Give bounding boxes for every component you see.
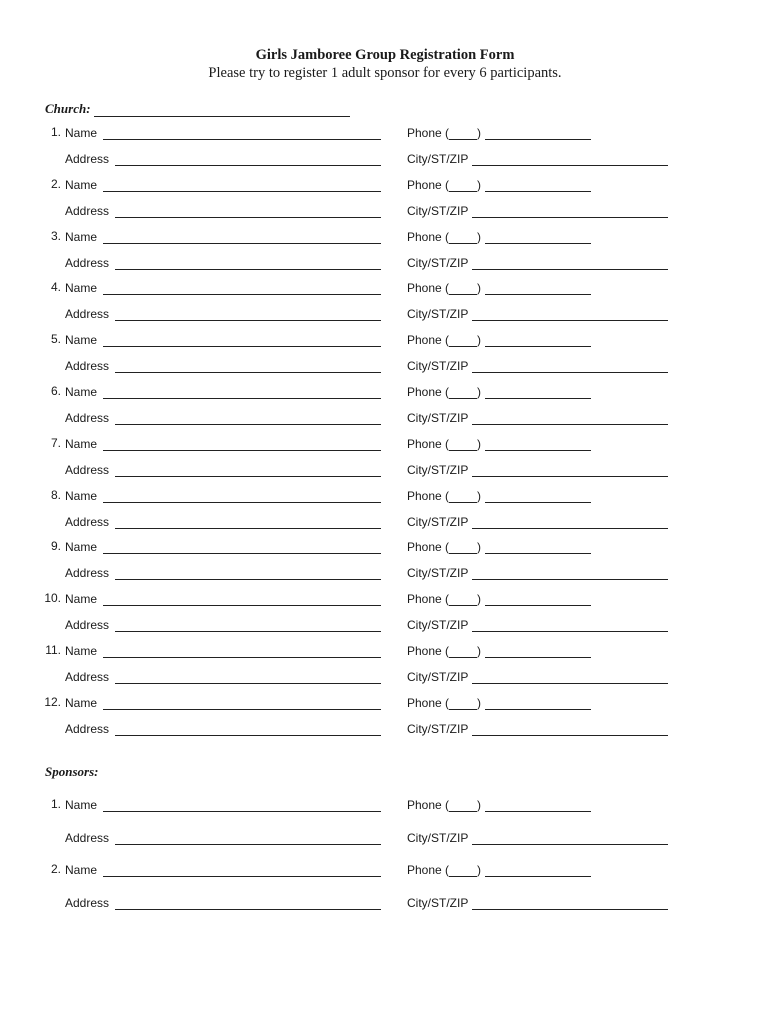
address-label: Address: [65, 203, 110, 218]
phone-paren-close: ): [477, 177, 482, 192]
city-blank[interactable]: [472, 309, 668, 321]
address-blank[interactable]: [115, 361, 381, 373]
name-blank[interactable]: [103, 180, 381, 192]
sponsor-name-row: [0, 862, 770, 878]
address-blank[interactable]: [115, 620, 381, 632]
address-blank[interactable]: [115, 258, 381, 270]
address-blank[interactable]: [115, 413, 381, 425]
participant-phone-field[interactable]: [407, 695, 591, 710]
address-blank[interactable]: [115, 309, 381, 321]
participant-name-field[interactable]: [65, 488, 381, 503]
participant-address-field[interactable]: [65, 410, 381, 425]
participant-name-row: [0, 488, 770, 504]
participant-number: 6.: [50, 384, 61, 398]
participant-address-field[interactable]: [65, 462, 381, 477]
name-label: Name: [65, 333, 98, 348]
name-label: Name: [65, 385, 98, 399]
address-label: Address: [65, 896, 110, 910]
participant-address-row: [0, 255, 770, 271]
address-label: Address: [65, 618, 110, 633]
participant-number: 11.: [45, 643, 61, 657]
phone-paren-close: ): [477, 644, 482, 658]
participant-phone-field[interactable]: [407, 591, 591, 606]
address-label: Address: [65, 670, 110, 684]
participant-phone-field[interactable]: [407, 125, 591, 140]
address-label: Address: [65, 411, 110, 425]
phone-area-code-blank[interactable]: [449, 542, 477, 554]
name-blank[interactable]: [103, 232, 381, 244]
participant-name-row: [0, 125, 770, 141]
name-blank[interactable]: [103, 542, 381, 554]
form-subtitle: Please try to register 1 adult sponsor for every 6 participants.: [208, 65, 562, 81]
name-blank[interactable]: [103, 283, 381, 295]
name-label: Name: [65, 488, 98, 503]
participant-address-row: [0, 565, 770, 581]
city-blank[interactable]: [472, 620, 668, 632]
participant-city-field[interactable]: [407, 669, 668, 684]
phone-paren-close: ): [477, 488, 482, 503]
address-blank[interactable]: [115, 517, 381, 529]
city-label: City/ST/ZIP: [407, 896, 469, 910]
name-label: Name: [65, 436, 98, 451]
participant-name-field[interactable]: [65, 177, 381, 192]
city-label: City/ST/ZIP: [407, 514, 469, 529]
participant-phone-field[interactable]: [407, 643, 591, 658]
name-blank[interactable]: [103, 800, 381, 812]
participant-city-field[interactable]: [407, 617, 668, 632]
phone-number-blank[interactable]: [485, 698, 591, 710]
participant-address-field[interactable]: [65, 721, 381, 736]
church-label: Church:: [45, 101, 91, 116]
address-label: Address: [65, 359, 110, 374]
participant-address-row: [0, 410, 770, 426]
participant-name-field[interactable]: [65, 643, 381, 658]
city-label: City/ST/ZIP: [407, 203, 469, 218]
participant-phone-field[interactable]: [407, 384, 591, 399]
participant-name-field[interactable]: [65, 539, 381, 554]
form-title: Girls Jamboree Group Registration Form: [255, 47, 515, 63]
name-label: Name: [65, 863, 98, 877]
address-blank[interactable]: [115, 672, 381, 684]
name-blank[interactable]: [103, 387, 381, 399]
participant-name-row: [0, 436, 770, 452]
phone-area-code-blank[interactable]: [449, 283, 477, 295]
city-blank[interactable]: [472, 361, 668, 373]
sponsor-name-field[interactable]: [65, 797, 381, 812]
sponsor-phone-field[interactable]: [407, 797, 591, 812]
name-blank[interactable]: [103, 646, 381, 658]
phone-label: Phone (: [407, 126, 450, 140]
name-label: Name: [65, 592, 98, 607]
participant-number: 2.: [50, 176, 61, 191]
city-label: City/ST/ZIP: [407, 359, 469, 374]
participant-address-row: [0, 514, 770, 530]
phone-area-code-blank[interactable]: [449, 491, 477, 503]
participant-address-row: [0, 669, 770, 685]
phone-label: Phone (: [407, 333, 450, 348]
address-label: Address: [65, 462, 110, 477]
address-blank[interactable]: [115, 724, 381, 736]
name-label: Name: [65, 126, 98, 140]
city-label: City/ST/ZIP: [407, 618, 469, 633]
participant-address-field[interactable]: [65, 514, 381, 529]
address-blank[interactable]: [115, 568, 381, 580]
participant-address-field[interactable]: [65, 669, 381, 684]
phone-area-code-blank[interactable]: [449, 128, 477, 140]
name-label: Name: [65, 644, 98, 658]
sponsor-address-field[interactable]: [65, 895, 381, 910]
phone-paren-close: ): [477, 695, 482, 710]
phone-area-code-blank[interactable]: [449, 865, 477, 877]
phone-number-blank[interactable]: [485, 387, 591, 399]
sponsor-number: 1.: [50, 797, 61, 811]
phone-area-code-blank[interactable]: [449, 335, 477, 347]
participant-phone-field[interactable]: [407, 332, 591, 347]
phone-label: Phone (: [407, 644, 450, 658]
participant-name-field[interactable]: [65, 695, 381, 710]
name-label: Name: [65, 695, 98, 710]
address-label: Address: [65, 514, 110, 529]
name-blank[interactable]: [103, 698, 381, 710]
participant-number: 9.: [50, 539, 61, 554]
participant-city-field[interactable]: [407, 306, 668, 321]
participant-number: 10.: [44, 591, 61, 606]
city-label: City/ST/ZIP: [407, 831, 469, 845]
phone-area-code-blank[interactable]: [449, 439, 477, 451]
phone-paren-close: ): [477, 436, 482, 451]
address-blank[interactable]: [115, 465, 381, 477]
participant-city-field[interactable]: [407, 514, 668, 529]
city-label: City/ST/ZIP: [407, 462, 469, 477]
name-blank[interactable]: [103, 335, 381, 347]
name-label: Name: [65, 229, 98, 244]
participant-name-row: [0, 229, 770, 245]
phone-label: Phone (: [407, 592, 450, 607]
city-blank[interactable]: [472, 465, 668, 477]
participant-city-field[interactable]: [407, 565, 668, 580]
sponsor-city-field[interactable]: [407, 895, 668, 910]
name-blank[interactable]: [103, 439, 381, 451]
city-blank[interactable]: [472, 833, 668, 845]
participant-number: 3.: [50, 228, 61, 243]
participant-phone-field[interactable]: [407, 177, 591, 192]
phone-area-code-blank[interactable]: [449, 387, 477, 399]
sponsor-name-row: [0, 797, 770, 813]
phone-area-code-blank[interactable]: [449, 646, 477, 658]
participant-address-row: [0, 358, 770, 374]
phone-number-blank[interactable]: [485, 128, 591, 140]
name-label: Name: [65, 281, 98, 296]
name-label: Name: [65, 798, 98, 812]
phone-label: Phone (: [407, 863, 450, 877]
phone-number-blank[interactable]: [485, 232, 591, 244]
address-blank[interactable]: [115, 154, 381, 166]
name-label: Name: [65, 177, 98, 192]
participant-city-field[interactable]: [407, 358, 668, 373]
participant-address-row: [0, 617, 770, 633]
city-blank[interactable]: [472, 206, 668, 218]
name-blank[interactable]: [103, 128, 381, 140]
city-blank[interactable]: [472, 517, 668, 529]
phone-area-code-blank[interactable]: [449, 594, 477, 606]
participant-phone-field[interactable]: [407, 488, 591, 503]
address-blank[interactable]: [115, 833, 381, 845]
participant-number: 1.: [50, 125, 61, 139]
participant-name-row: [0, 591, 770, 607]
phone-paren-close: ): [477, 229, 482, 244]
city-blank[interactable]: [472, 672, 668, 684]
participant-number: 7.: [50, 435, 61, 450]
participant-phone-field[interactable]: [407, 280, 591, 295]
sponsor-address-field[interactable]: [65, 830, 381, 845]
participant-number: 4.: [50, 280, 61, 295]
phone-label: Phone (: [407, 436, 450, 451]
city-blank[interactable]: [472, 154, 668, 166]
phone-label: Phone (: [407, 540, 450, 555]
participant-address-row: [0, 462, 770, 478]
phone-area-code-blank[interactable]: [449, 180, 477, 192]
participant-name-row: [0, 177, 770, 193]
phone-paren-close: ): [477, 863, 482, 877]
phone-area-code-blank[interactable]: [449, 800, 477, 812]
participant-name-field[interactable]: [65, 229, 381, 244]
city-label: City/ST/ZIP: [407, 307, 469, 322]
sponsor-address-row: [0, 830, 770, 846]
participant-number: 12.: [44, 694, 61, 709]
participant-number: 8.: [50, 487, 61, 502]
participant-name-row: [0, 332, 770, 348]
name-blank[interactable]: [103, 491, 381, 503]
phone-paren-close: ): [477, 798, 482, 812]
city-label: City/ST/ZIP: [407, 255, 469, 270]
participant-name-field[interactable]: [65, 125, 381, 140]
sponsors-label: Sponsors:: [45, 764, 99, 779]
phone-number-blank[interactable]: [485, 180, 591, 192]
city-blank[interactable]: [472, 724, 668, 736]
phone-label: Phone (: [407, 281, 450, 296]
city-label: City/ST/ZIP: [407, 411, 469, 425]
address-label: Address: [65, 831, 110, 845]
participant-name-field[interactable]: [65, 591, 381, 606]
participant-phone-field[interactable]: [407, 539, 591, 554]
address-label: Address: [65, 566, 110, 581]
participant-address-field[interactable]: [65, 358, 381, 373]
city-label: City/ST/ZIP: [407, 670, 469, 684]
participant-address-row: [0, 203, 770, 219]
name-blank[interactable]: [103, 865, 381, 877]
phone-paren-close: ): [477, 281, 482, 296]
sponsor-name-field[interactable]: [65, 862, 381, 877]
participant-name-field[interactable]: [65, 280, 381, 295]
participant-name-row: [0, 539, 770, 555]
phone-number-blank[interactable]: [485, 335, 591, 347]
participant-address-field[interactable]: [65, 255, 381, 270]
participant-name-field[interactable]: [65, 436, 381, 451]
phone-number-blank[interactable]: [485, 865, 591, 877]
phone-number-blank[interactable]: [485, 800, 591, 812]
city-label: City/ST/ZIP: [407, 152, 469, 166]
church-blank[interactable]: [94, 104, 350, 117]
participant-address-row: [0, 306, 770, 322]
participant-address-field[interactable]: [65, 151, 381, 166]
phone-paren-close: ): [477, 385, 482, 399]
sponsor-address-row: [0, 895, 770, 911]
city-blank[interactable]: [472, 898, 668, 910]
phone-label: Phone (: [407, 385, 450, 399]
address-blank[interactable]: [115, 206, 381, 218]
address-label: Address: [65, 152, 110, 166]
participant-phone-field[interactable]: [407, 229, 591, 244]
participant-city-field[interactable]: [407, 203, 668, 218]
phone-number-blank[interactable]: [485, 439, 591, 451]
phone-paren-close: ): [477, 333, 482, 348]
church-field[interactable]: [45, 101, 350, 117]
participant-name-row: [0, 384, 770, 400]
phone-number-blank[interactable]: [485, 646, 591, 658]
address-blank[interactable]: [115, 898, 381, 910]
city-blank[interactable]: [472, 568, 668, 580]
city-blank[interactable]: [472, 258, 668, 270]
participant-city-field[interactable]: [407, 410, 668, 425]
phone-number-blank[interactable]: [485, 594, 591, 606]
phone-number-blank[interactable]: [485, 283, 591, 295]
phone-label: Phone (: [407, 798, 450, 812]
participant-number: 5.: [50, 332, 61, 347]
phone-label: Phone (: [407, 229, 450, 244]
address-label: Address: [65, 721, 110, 736]
phone-area-code-blank[interactable]: [449, 698, 477, 710]
participant-city-field[interactable]: [407, 462, 668, 477]
sponsor-phone-field[interactable]: [407, 862, 591, 877]
city-blank[interactable]: [472, 413, 668, 425]
participant-phone-field[interactable]: [407, 436, 591, 451]
participant-name-row: [0, 695, 770, 711]
phone-number-blank[interactable]: [485, 542, 591, 554]
participant-address-field[interactable]: [65, 617, 381, 632]
phone-paren-close: ): [477, 592, 482, 607]
sponsor-number: 2.: [50, 862, 61, 876]
participant-address-row: [0, 721, 770, 737]
participant-name-field[interactable]: [65, 332, 381, 347]
city-label: City/ST/ZIP: [407, 721, 469, 736]
participant-name-row: [0, 643, 770, 659]
city-label: City/ST/ZIP: [407, 566, 469, 581]
sponsor-city-field[interactable]: [407, 830, 668, 845]
participant-name-row: [0, 280, 770, 296]
name-blank[interactable]: [103, 594, 381, 606]
phone-label: Phone (: [407, 177, 450, 192]
participant-name-field[interactable]: [65, 384, 381, 399]
participant-address-field[interactable]: [65, 565, 381, 580]
phone-label: Phone (: [407, 488, 450, 503]
participant-city-field[interactable]: [407, 151, 668, 166]
phone-number-blank[interactable]: [485, 491, 591, 503]
phone-paren-close: ): [477, 540, 482, 555]
participant-address-field[interactable]: [65, 203, 381, 218]
participant-address-row: [0, 151, 770, 167]
phone-paren-close: ): [477, 126, 482, 140]
participant-city-field[interactable]: [407, 255, 668, 270]
name-label: Name: [65, 540, 98, 555]
address-label: Address: [65, 255, 110, 270]
participant-city-field[interactable]: [407, 721, 668, 736]
address-label: Address: [65, 307, 110, 322]
participant-address-field[interactable]: [65, 306, 381, 321]
phone-label: Phone (: [407, 695, 450, 710]
phone-area-code-blank[interactable]: [449, 232, 477, 244]
